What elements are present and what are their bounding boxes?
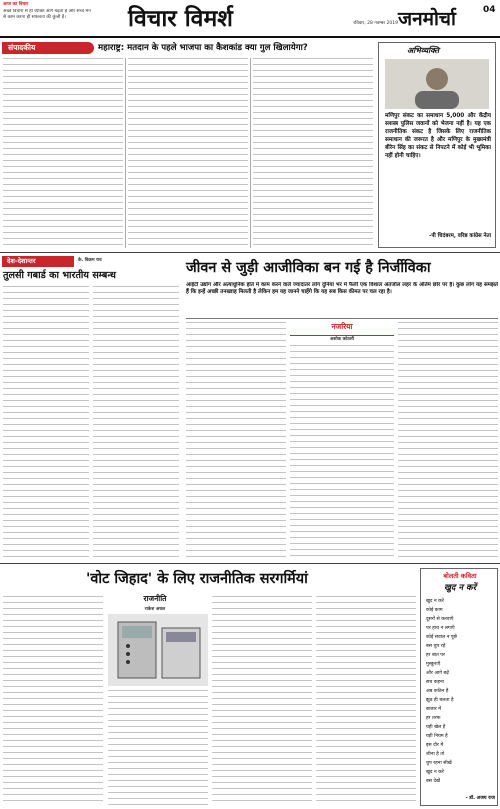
small-left-label: आज का विचार [3,2,29,7]
masthead-rule [0,36,500,38]
page-number: 04 [483,5,496,15]
opinion-quote: मणिपुर संकट का समाधान 5,000 और केंद्रीय सशस्त्र पुलिस जवानों को भेजना नहीं है। यह एक राजनीतिक संकट है जिसके लिए राजनीतिक समाधान की जरूरत है और मणिपुर के मुख्यमंत्री बीरेन सिंह का संकट से निपटने में कोई भी भूमिका नहीं होनी चाहिए। [385,113,491,159]
poem-line: चुप रहना सीखें [426,761,452,766]
opinion-box [378,42,496,248]
opinion-label: अभिव्यक्ति [407,46,440,55]
poem-label: बोलती कविता [443,572,477,580]
feature-column-2 [290,345,394,558]
issue-date: रविवार, 28 नवम्बर 2019 [353,21,398,26]
person-photo-icon [385,59,489,109]
poem-line: यही नियम है [426,734,448,739]
bottom-column-1 [3,596,103,806]
poem-body [426,597,494,793]
poet-name: - डॉ. अजय राज [465,796,495,801]
nazariya-header [290,322,394,336]
editorial-column-2 [128,58,248,248]
poem-line: जीना है तो [426,752,445,757]
feature-column-1 [186,322,286,558]
opinion-attribution: -पी चिदंबरम, वरिष्ठ कांग्रेस नेता [429,233,491,239]
dek-rule [186,318,498,319]
nazariya-author: अशोक कोठारी [329,337,355,342]
section-title: विचार विमर्श [128,5,233,32]
bottom-column-3 [212,596,312,806]
main-headline: जीवन से जुड़ी आजीविका बन गई है निर्जीविका [186,260,431,276]
left-headline: तुलसी गबार्ड का भारतीय सम्बन्ध [3,270,116,281]
poem-line: हर बात पर [426,653,445,658]
poem-line: बस चुप रहें [426,644,446,649]
poem-line: बाजार में [426,707,442,712]
poem-line: बस देखें [426,779,440,784]
poem-title: खुद न करें [443,583,477,593]
left-blurb: अच्छे विचारों से ही व्यक्ति आगे बढ़ता है और सच्चे मन से काम करना ही सफलता की कुंजी है। [3,9,91,20]
section-rule [0,252,500,253]
editorial-column-1 [3,58,123,248]
nazariya-label: नजरिया [331,322,353,331]
poem-line: हर तरफ [426,716,441,721]
rajneeti-author: राकेश अचल [144,607,166,612]
desh-column-1 [3,286,89,558]
column-divider [125,58,126,248]
poem-line: और आगे बढ़ें [426,671,449,676]
poem-line: खुद न करें [426,599,444,604]
poem-line: पर हाथ न लगाएँ [426,626,455,631]
poem-line: कोई सवाल न पूछें [426,635,458,640]
poem-line: सच कहना [426,680,444,685]
editorial-column-3 [253,58,373,248]
feature-column-3 [398,322,498,558]
paper-name: जनमोर्चा [398,8,456,30]
masthead [0,0,500,40]
poem-line: कोई काम [426,608,443,613]
poem-line: अब कठिन है [426,689,449,694]
section-rule [0,563,500,564]
editorial-headline: महाराष्ट्र: मतदान के पहले भाजपा का कैशकांड क्या गुल खिलायेगा? [98,43,308,53]
rajneeti-label: राजनीति [143,594,167,603]
poem-box [420,568,498,806]
bottom-column-2 [108,690,208,806]
evm-photo [108,614,208,686]
editorial-label: संपादकीय [2,42,94,54]
desh-label: देश-देशान्तर [2,256,74,267]
desh-column-2 [93,286,179,558]
column-divider [250,58,251,248]
poem-line: दूसरों से करवाएँ [426,617,454,622]
voting-machine-icon [108,614,208,686]
bottom-headline: 'वोट जिहाद' के लिए राजनीतिक सरगर्मियां [86,571,308,587]
poem-line: झूठ ही चलता है [426,698,454,703]
poem-line: यही खेल है [426,725,446,730]
poem-line: खुद न करें [426,770,444,775]
feature-dek: आईटी उद्योग और अत्याधुनिक होते में काम करने वाले ज्यादातर लोग दुनिया भर में फैली एक विशाल अंतर्जाल लहर के अंतिम छोर पर हैं। कुछ लोग यह समझते हैं कि इन्हें अच्छी तनख्वाह मिलती है लेकिन हम यह जानने चाहेंगे कि यह सब किस कीमत पर चल रहा है। [186,282,498,295]
poem-line: इस दौर में [426,743,444,748]
bottom-column-4 [316,596,416,806]
columnist-photo [385,59,489,109]
poem-line: मुस्कुराएँ [426,662,441,667]
desh-author: के. विक्रम राव [78,258,102,263]
